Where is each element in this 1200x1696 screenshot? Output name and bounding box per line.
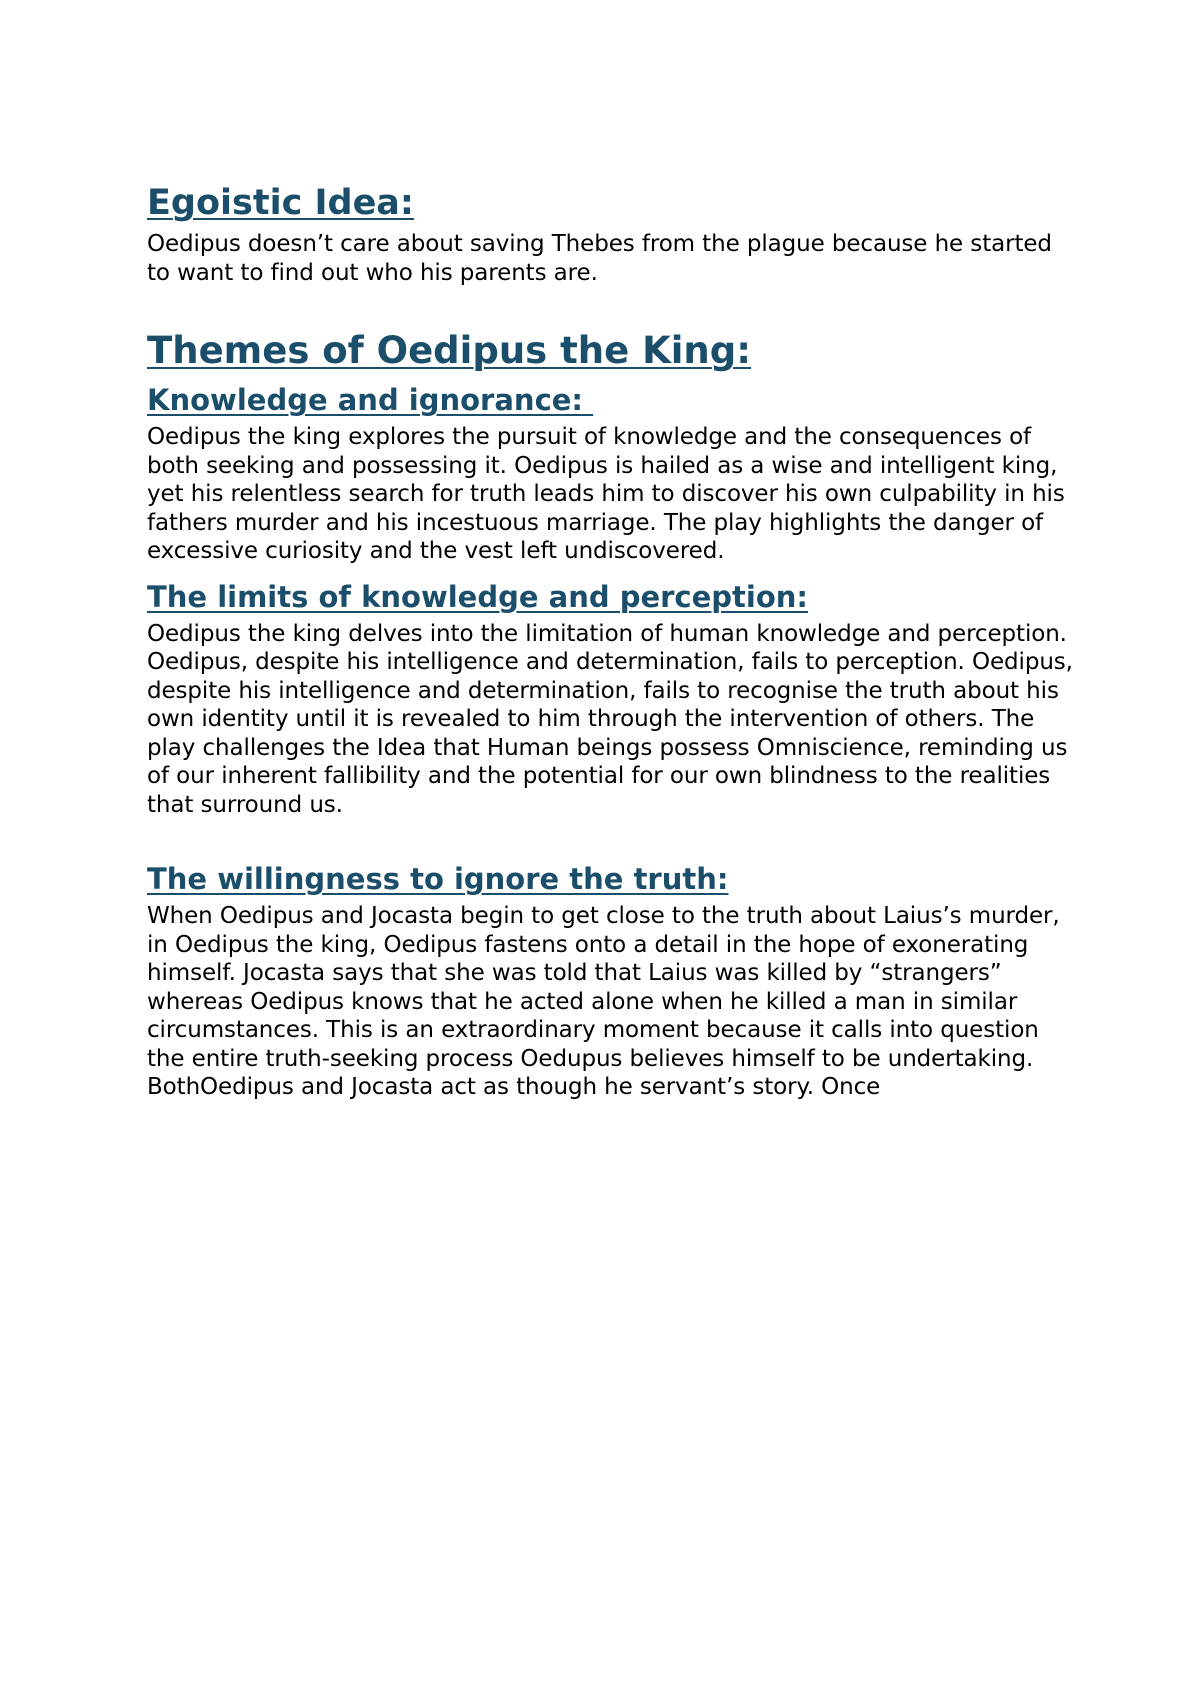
heading-willingness-to-ignore: The willingness to ignore the truth:	[147, 862, 729, 896]
heading-themes: Themes of Oedipus the King:	[147, 329, 752, 372]
paragraph-knowledge-and-ignorance: Oedipus the king explores the pursuit of knowledge and the consequences of both seeking and possessing it. Oedipus is hailed as a wise and intelligent king, yet his relentless search for truth leads him to discover his own culpability in his fathers murder and his incestuous marriage. The play highlights the danger of excessive curiosity and the vest left undiscovered.	[147, 424, 1065, 564]
heading-egoistic-idea: Egoistic Idea:	[147, 183, 414, 223]
paragraph-egoistic-idea: Oedipus doesn’t care about saving Thebes from the plague because he started to want to find out who his parents are.	[147, 231, 1052, 286]
heading-knowledge-and-ignorance: Knowledge and ignorance:	[147, 383, 594, 417]
paragraph-limits-of-knowledge: Oedipus the king delves into the limitation of human knowledge and perception. Oedipus, despite his intelligence and determination, fails to perception. Oedipus, despite his intelligence and determination, fails to recognise the truth about his own identity until it is revealed to him through the intervention of others. The play challenges the Idea that Human beings possess Omniscience, reminding us of our inherent fallibility and the potential for our own blindness to the realities that surround us.	[147, 620, 1073, 818]
document-content	[147, 180, 1077, 1102]
heading-limits-of-knowledge: The limits of knowledge and perception:	[147, 579, 809, 614]
paragraph-willingness-to-ignore: When Oedipus and Jocasta begin to get close to the truth about Laius’s murder, in Oedipus the king, Oedipus fastens onto a detail in the hope of exonerating himself. Jocasta says that she was told that Laius was killed by “strangers” whereas Oedipus knows that he acted alone when he killed a man in similar circumstances. This is an extraordinary moment because it calls into question the entire truth-seeking process Oedupus believes himself to be undertaking. BothOedipus and Jocasta act as though he servant’s story. Once	[147, 903, 1060, 1100]
